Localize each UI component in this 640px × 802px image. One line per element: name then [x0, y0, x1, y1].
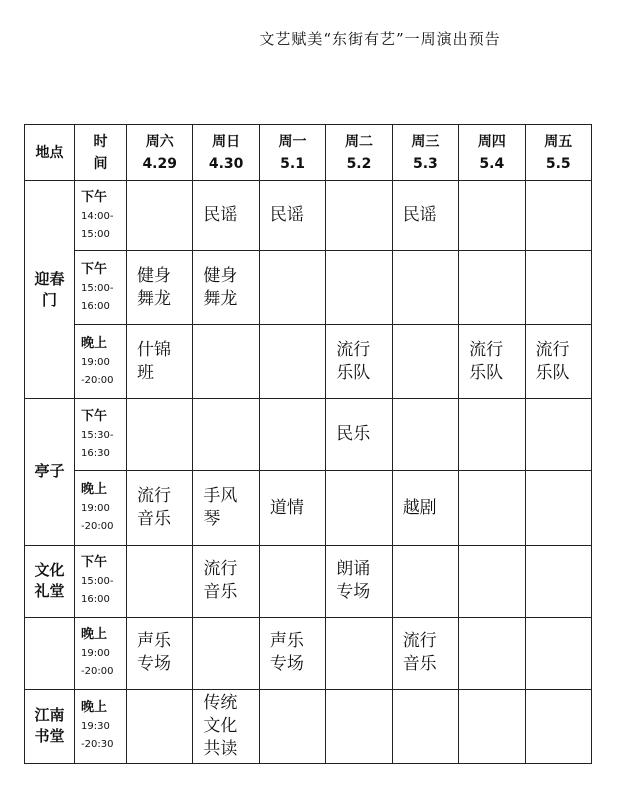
time-cell: [75, 181, 127, 251]
time-end: -20:30: [81, 739, 114, 751]
performance-cell: [392, 325, 458, 399]
performance-cell: 越剧: [392, 471, 458, 545]
header-time: [75, 125, 127, 181]
performance-cell: [459, 471, 525, 545]
time-start: 14:00-: [81, 210, 114, 222]
date-label: 5.1: [280, 155, 305, 172]
header-day: [392, 125, 458, 181]
performance-cell: [392, 251, 458, 325]
date-label: 5.5: [545, 155, 571, 172]
day-label: 周二: [344, 133, 373, 150]
performance-cell: [127, 181, 193, 251]
performance-cell: [392, 545, 458, 617]
time-start: 19:30: [81, 721, 110, 733]
time-end: -20:00: [81, 666, 114, 678]
performance-cell: [459, 545, 525, 617]
time-cell: [75, 471, 127, 545]
header-location: 地点: [25, 125, 75, 181]
performance-cell: 传统 文化 共读: [193, 689, 259, 763]
day-label: 周一: [278, 133, 307, 150]
location-cell: 江南 书堂: [25, 689, 75, 763]
performance-cell: 流行 音乐: [127, 471, 193, 545]
location-cell: 文化 礼堂: [25, 545, 75, 617]
performance-cell: [259, 251, 325, 325]
time-cell: [75, 325, 127, 399]
performance-cell: [525, 181, 591, 251]
performance-cell: [326, 689, 392, 763]
time-cell: [75, 617, 127, 689]
performance-cell: [193, 617, 259, 689]
performance-cell: 朗诵 专场: [326, 545, 392, 617]
date-label: 4.29: [142, 155, 177, 172]
time-start: 19:00: [81, 356, 110, 368]
performance-cell: 道情: [259, 471, 325, 545]
date-label: 5.3: [412, 155, 438, 172]
time-end: -20:00: [81, 521, 114, 533]
performance-cell: 手风 琴: [193, 471, 259, 545]
performance-cell: [326, 181, 392, 251]
performance-cell: [525, 471, 591, 545]
header-day: [326, 125, 392, 181]
day-label: 周三: [411, 133, 440, 150]
performance-cell: 民谣: [193, 181, 259, 251]
time-end: 16:30: [81, 447, 110, 459]
day-label: 周四: [477, 133, 506, 150]
performance-cell: [127, 689, 193, 763]
time-end: 16:00: [81, 594, 110, 606]
header-day: [259, 125, 325, 181]
schedule-table: [24, 124, 592, 764]
date-label: 5.4: [479, 155, 505, 172]
performance-cell: [525, 617, 591, 689]
schedule-row: [25, 181, 592, 251]
header-row: [25, 125, 592, 181]
performance-cell: [459, 399, 525, 471]
date-label: 5.2: [346, 155, 372, 172]
day-label: 周五: [544, 133, 573, 150]
time-end: 16:00: [81, 300, 110, 312]
performance-cell: [525, 545, 591, 617]
performance-cell: [259, 689, 325, 763]
performance-cell: [259, 399, 325, 471]
header-day: [525, 125, 591, 181]
schedule-row: [25, 399, 592, 471]
performance-cell: [459, 181, 525, 251]
time-period: 下午: [81, 555, 108, 571]
performance-cell: 声乐 专场: [127, 617, 193, 689]
performance-cell: [392, 689, 458, 763]
time-period: 下午: [81, 261, 108, 277]
time-start: 19:00: [81, 648, 110, 660]
time-period: 晚上: [81, 335, 108, 351]
performance-cell: [193, 399, 259, 471]
location-cell: 迎春 门: [25, 181, 75, 399]
performance-cell: [392, 399, 458, 471]
performance-cell: [525, 399, 591, 471]
time-start: 15:00-: [81, 282, 114, 294]
performance-cell: [525, 251, 591, 325]
performance-cell: 流行 音乐: [392, 617, 458, 689]
performance-cell: 流行 乐队: [459, 325, 525, 399]
time-period: 晚上: [81, 700, 108, 716]
schedule-row: [25, 617, 592, 689]
time-period: 晚上: [81, 627, 108, 643]
schedule-row: [25, 251, 592, 325]
date-label: 4.30: [208, 155, 244, 172]
time-period: 下午: [81, 189, 108, 205]
performance-cell: [259, 325, 325, 399]
performance-cell: 健身 舞龙: [127, 251, 193, 325]
time-period: 晚上: [81, 482, 108, 498]
performance-cell: 流行 乐队: [525, 325, 591, 399]
time-end: -20:00: [81, 374, 114, 386]
schedule-row: [25, 545, 592, 617]
performance-cell: [459, 617, 525, 689]
time-start: 15:00-: [81, 576, 114, 588]
header-time-a: 时: [93, 133, 108, 150]
performance-cell: 流行 乐队: [326, 325, 392, 399]
time-start: 19:00: [81, 503, 110, 515]
performance-cell: 民谣: [392, 181, 458, 251]
time-cell: [75, 251, 127, 325]
location-cell: 亭子: [25, 399, 75, 545]
performance-cell: [193, 325, 259, 399]
header-day: [127, 125, 193, 181]
performance-cell: 什锦 班: [127, 325, 193, 399]
performance-cell: [326, 471, 392, 545]
time-end: 15:00: [81, 228, 110, 240]
performance-cell: 流行 音乐: [193, 545, 259, 617]
header-day: [193, 125, 259, 181]
performance-cell: 民谣: [259, 181, 325, 251]
performance-cell: [459, 251, 525, 325]
performance-cell: 声乐 专场: [259, 617, 325, 689]
performance-cell: [127, 399, 193, 471]
schedule-row: [25, 325, 592, 399]
time-cell: [75, 545, 127, 617]
schedule-row: [25, 689, 592, 763]
performance-cell: [326, 617, 392, 689]
time-start: 15:30-: [81, 429, 114, 441]
time-cell: [75, 399, 127, 471]
header-time-b: 间: [93, 155, 108, 172]
page-title: 文艺赋美“东街有艺”一周演出预告: [259, 30, 501, 48]
performance-cell: 健身 舞龙: [193, 251, 259, 325]
time-cell: [75, 689, 127, 763]
day-label: 周日: [212, 133, 241, 150]
performance-cell: [525, 689, 591, 763]
time-period: 下午: [81, 408, 108, 424]
performance-cell: [459, 689, 525, 763]
schedule-row: [25, 471, 592, 545]
performance-cell: [259, 545, 325, 617]
performance-cell: 民乐: [326, 399, 392, 471]
day-label: 周六: [145, 133, 174, 150]
performance-cell: [127, 545, 193, 617]
header-day: [459, 125, 525, 181]
location-cell: [25, 617, 75, 689]
performance-cell: [326, 251, 392, 325]
